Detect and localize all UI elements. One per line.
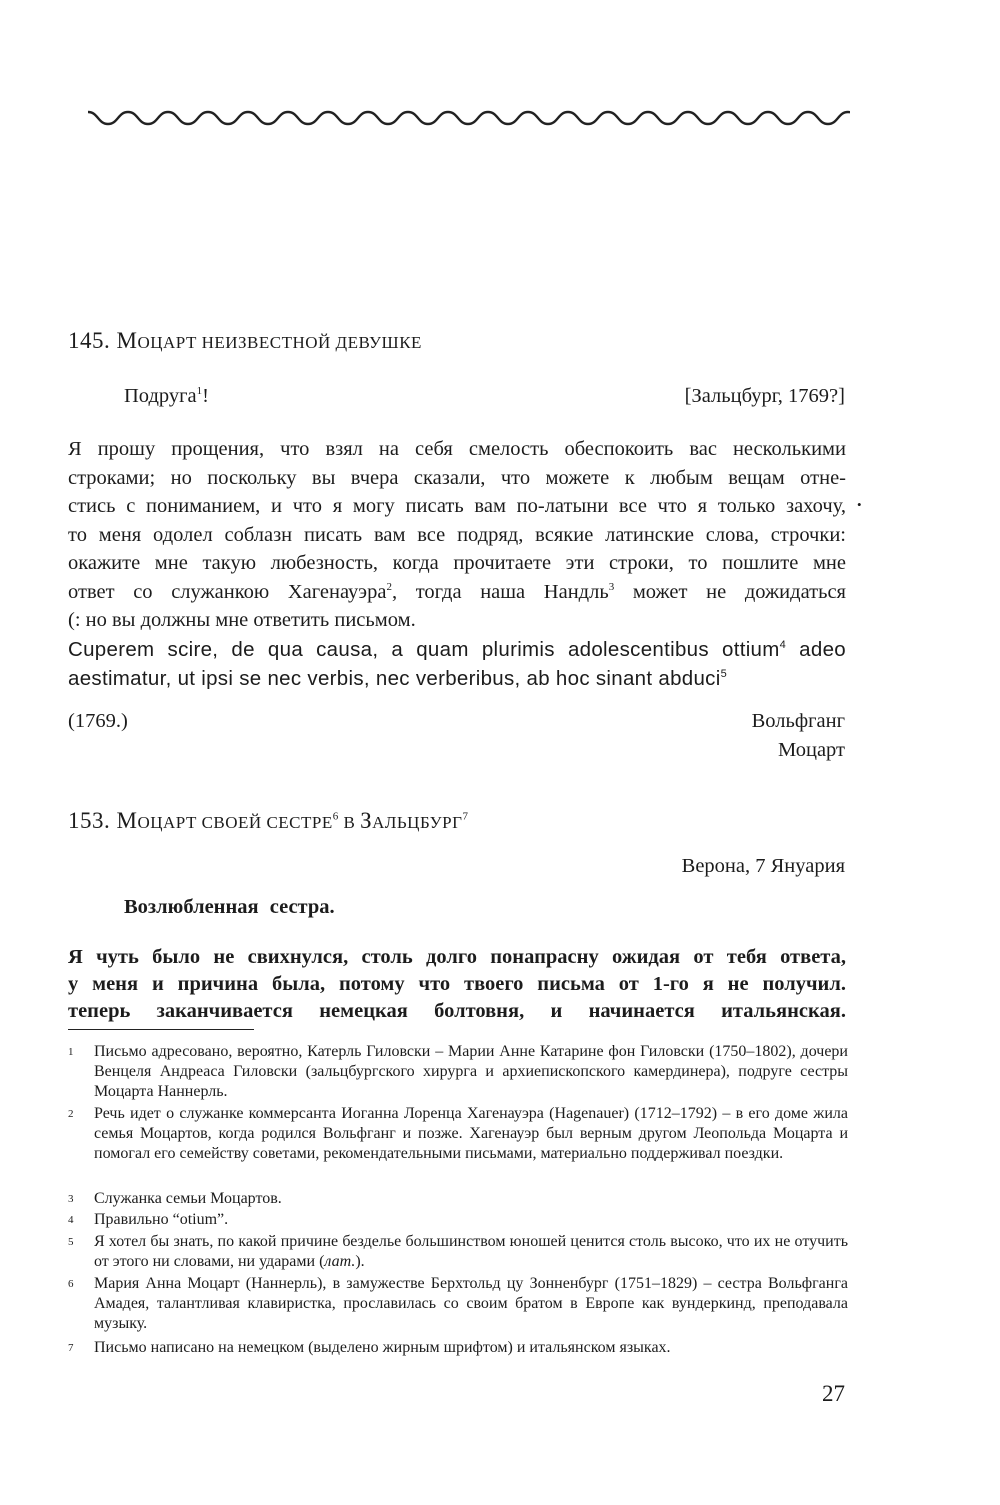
footnote-ref-6: 6 <box>332 810 339 823</box>
wavy-ornament <box>88 100 850 126</box>
footnote-ref-1: 1 <box>196 385 203 398</box>
letter-145-heading <box>68 328 422 354</box>
page-number: 27 <box>822 1381 845 1406</box>
margin-mark: • <box>857 497 862 512</box>
footnote-ref-5: 5 <box>720 667 728 680</box>
letter-145-place-date: [Зальцбург, 1769?] <box>684 385 845 407</box>
letter-145-paragraph: Я прошу прощения, что взял на себя смелость обеспокоить вас несколькими строками; но поскольку вы вчера сказали, что можете к любым вещам отне- стись с пониманием, и что я могу писать вам по-латыни все что я только захочу, то меня одолел соблазн писать вам все подряд, всякие латинские слова, строчки: окажите мне такую любезность, когда прочитаете эти строки, то пошлите мне ответ со служанкою Хагенауэра$^2$, тогда наша Нандль$^3$ может не дожидаться (: но вы должны мне ответить письмом. <box>68 438 846 631</box>
letter-145-number: 145. <box>68 328 111 353</box>
footnote-7: 7 Письмо написано на немецком (выделено жирным шрифтом) и итальянском языках. <box>68 1339 671 1356</box>
footnote-4: 4 Правильно “otium”. <box>68 1211 229 1228</box>
footnote-3: 3 Служанка семьи Моцартов. <box>68 1190 282 1207</box>
letter-145-latin: Cuperem scire, de qua causa, a quam plurimis adolescentibus ottium$^4$ adeo aestimatur, ut ipsi se nec verbis, nec verberibus, ab hoc sinant abduci$^5$ <box>68 638 846 690</box>
letter-153-paragraph: Я чуть было не свихнулся, столь долго понапрасну ожидая от тебя ответа, у меня и причина была, потому что твоего письма от 1-го я не получил. теперь заканчивается немецкая болтовня, и начинается итальянская. <box>68 946 846 1022</box>
letter-153-heading: 153. МОЦАРТ СВОЕЙ СЕСТРЕ$^6$ В ЗАЛЬЦБУРГ$^7$ <box>68 808 469 833</box>
footnote-ref-7: 7 <box>462 810 469 823</box>
signature-first-name: Вольфганг <box>751 710 845 732</box>
letter-145-title-cap: М <box>116 328 138 353</box>
footnote-6: 6 Мария Анна Моцарт (Наннерль), в замужестве Берхтольд цу Зонненбург (1751–1829) – сестра Вольфганга Амадея, талантливая клавиристка, прославилась со своим братом в Европе как вундеркинд, преподавала музыку. <box>68 1275 848 1333</box>
signature-last-name: Моцарт <box>778 738 845 761</box>
letter-153-salutation: Возлюбленная сестра. <box>124 896 335 918</box>
footnote-separator <box>68 1029 254 1030</box>
letter-145-title: ОЦАРТ НЕИЗВЕСТНОЙ ДЕВУШКЕ <box>137 333 422 352</box>
letter-153-number: 153. <box>68 808 111 833</box>
signature <box>752 707 845 764</box>
footnote-5: 5 Я хотел бы знать, по какой причине безделье большинством юношей ценится столь высоко, что их не отучить от этого ни словами, ни ударами (лат.). <box>68 1233 848 1271</box>
letter-153-place-date: Верона, 7 Януария <box>681 855 845 877</box>
footnote-ref-3: 3 <box>608 580 615 593</box>
footnote-1: 1 Письмо адресовано, вероятно, Катерль Гиловски – Марии Анне Катарине фон Гиловски (1750–1802), дочери Венцеля Андреаса Гиловски (зальцбургского хирурга и архиепископского камердинера), подруге сестры Моцарта Наннерль. <box>68 1043 848 1101</box>
letter-145-date: (1769.) <box>68 710 128 732</box>
letter-145-salutation: Подруга$^1$! <box>124 385 209 407</box>
footnote-2: 2 Речь идет о служанке коммерсанта Иоганна Лоренца Хагенауэра (Hagenauer) (1712–1792) – в его доме жила семья Моцартов, когда родился Вольфганг и позже. Хагенауэр был верным другом Леопольда Моцарта и помогал его семейству советами, рекомендательными письмами, материально поддерживал поездки. <box>68 1105 848 1163</box>
footnote-ref-4: 4 <box>779 639 787 652</box>
footnote-ref-2: 2 <box>386 580 392 593</box>
